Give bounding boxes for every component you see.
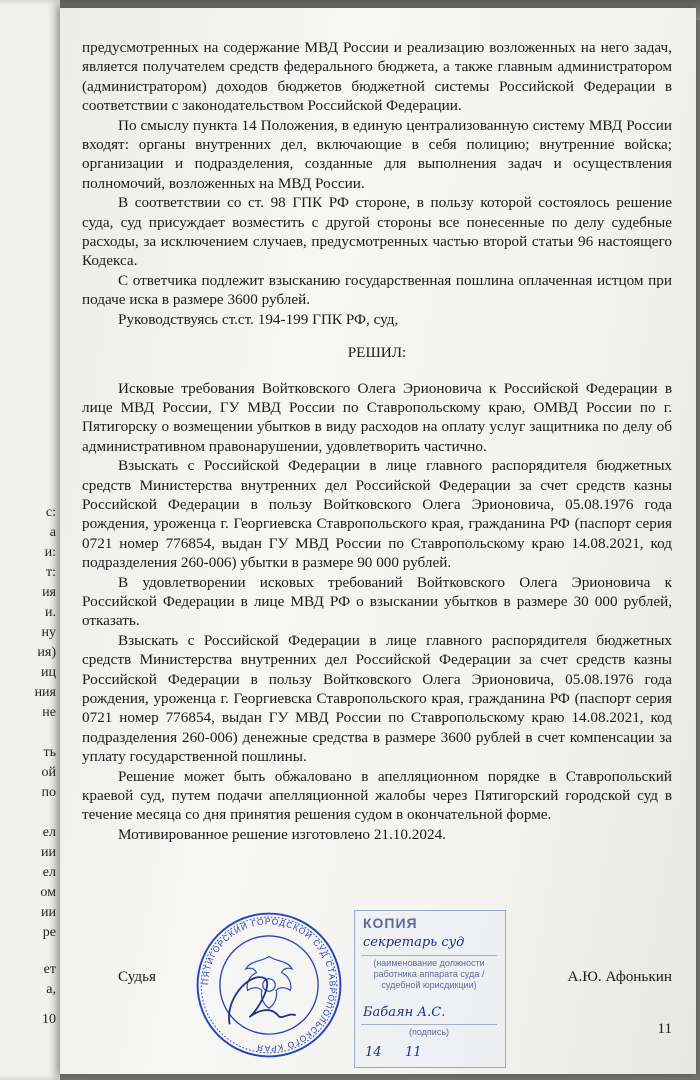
paragraph-mvd-system: По смыслу пункта 14 Положения, в единую централизованную систему МВД России входят: органы внутренних дел, включающие в себя полицию; внутренние войска; организации и подразделения, созданные для выполнения задач и осуществления полномочий, возложенных на МВД России. bbox=[82, 116, 672, 192]
document-page bbox=[60, 8, 696, 1074]
prev-page-fragment: ну bbox=[41, 625, 56, 640]
handwritten-name: Бабаян А.С. bbox=[363, 1005, 446, 1020]
ruling-reasoned-decision-date: Мотивированное решение изготовлено 21.10.2024. bbox=[118, 825, 446, 843]
prev-page-fragment: с: bbox=[45, 505, 56, 520]
judge-role: Судья bbox=[118, 968, 157, 985]
paragraph-state-duty: С ответчика подлежит взысканию государственная пошлина оплаченная истцом при подаче иска в размере 3600 рублей. bbox=[82, 271, 672, 309]
prev-page-fragment: ел bbox=[42, 865, 56, 880]
prev-page-fragment: ния bbox=[34, 685, 56, 700]
paragraph-art-98: В соответствии со ст. 98 ГПК РФ стороне, в пользу которой состоялось решение суда, суд присуждает возместить с другой стороны все понесенные по делу судебные расходы, за исключением случаев, предусмотренных частью второй статьи 96 настоящего Кодекса. bbox=[82, 194, 672, 270]
prev-page-fragment: иц bbox=[41, 665, 56, 680]
prev-page-fragment: ом bbox=[40, 885, 56, 900]
prev-page-fragment: ел bbox=[42, 825, 56, 840]
prev-page-fragment: а bbox=[49, 525, 56, 540]
prev-page-fragment: т: bbox=[45, 565, 56, 580]
signature-stamp-area bbox=[82, 910, 672, 1070]
copy-stamp-caption: (наименование должности работника аппарата суда / судебной юрисдикции) bbox=[373, 958, 485, 990]
prev-page-fragment: ть bbox=[43, 745, 56, 760]
copy-stamp-caption: (подпись) bbox=[408, 1027, 450, 1037]
ruling-denied-part: В удовлетворении исковых требований Войтковского Олега Эрионовича к Российской Федерации в лице МВД РФ о взыскании убытков в размере 30 000 рублей, отказать. bbox=[82, 573, 672, 630]
court-seal-icon bbox=[194, 910, 344, 1060]
paragraph-guided-by: Руководствуясь ст.ст. 194-199 ГПК РФ, суд, bbox=[118, 310, 399, 328]
ruling-recover-state-duty: Взыскать с Российской Федерации в лице главного распорядителя бюджетных средств Министерства внутренних дел Российской Федерации за счет средств казны Российской Федерации в пользу Войтковского Олега Эрионовича, 05.08.1976 года рождения, уроженца г. Георгиевска Ставропольского края, гражданина РФ (паспорт серия 0721 номер 776854, выдан ГУ МВД России по Ставропольскому краю 14.08.2021, код подразделения 260-006) денежные средства в размере 3600 рублей в счет компенсации за уплату государственной пошлины. bbox=[82, 631, 672, 766]
ruling-appeal-notice: Решение может быть обжаловано в апелляционном порядке в Ставропольский краевой суд, путем подачи апелляционной жалобы через Пятигорский городской суд в течение месяца со дня принятия решения судом в окончательной форме. bbox=[82, 767, 672, 824]
copy-stamp-line bbox=[361, 955, 497, 956]
copy-stamp-label: КОПИЯ bbox=[363, 915, 418, 931]
ruling-recover-damages: Взыскать с Российской Федерации в лице главного распорядителя бюджетных средств Министерства внутренних дел Российской Федерации за счет средств казны Российской Федерации в пользу Войтковского Олега Эрионовича, 05.08.1976 года рождения, уроженца г. Георгиевска Ставропольского края, гражданина РФ (паспорт серия 0721 номер 776854, выдан ГУ МВД России по Ставропольскому краю 14.08.2021, код подразделения 260-006) убытки в размере 90 000 рублей. bbox=[82, 457, 672, 572]
judge-name: А.Ю. Афонькин bbox=[567, 968, 672, 985]
prev-page-fragment: ре bbox=[42, 925, 56, 940]
prev-page-fragment: по bbox=[41, 785, 56, 800]
prev-page-fragment: ии bbox=[41, 845, 56, 860]
ruling-claims-partially-granted: Исковые требования Войтковского Олега Эрионовича к Российской Федерации в лице МВД России, ГУ МВД России по Ставропольскому краю, ОМВД России по г. Пятигорску о возмещении убытков в виду расходов на оплату услуг защитника по делу об административном правонарушении, удовлетворить частично. bbox=[82, 379, 672, 455]
handwritten-day: 14 bbox=[365, 1045, 382, 1060]
prev-page-fragment: ия) bbox=[37, 645, 56, 660]
previous-page-edge bbox=[0, 0, 60, 1080]
prev-page-fragment: а, bbox=[46, 982, 56, 997]
prev-page-fragment: и: bbox=[44, 545, 56, 560]
court-seal-text: ПЯТИГОРСКИЙ ГОРОДСКОЙ СУД СТАВРОПОЛЬСКОГО КРАЯ bbox=[200, 916, 338, 1054]
handwritten-position: секретарь суд bbox=[363, 935, 465, 950]
prev-page-number: 10 bbox=[42, 1012, 56, 1027]
prev-page-fragment: ии bbox=[41, 905, 56, 920]
paragraph-budget-role: предусмотренных на содержание МВД России и реализацию возложенных на него задач, является получателем средств федерального бюджета, а также главным администратором (администратором) доходов бюджетов бюджетной системы Российской Федерации в соответствии с законодательством Российской Федерации. bbox=[82, 39, 672, 115]
prev-page-fragment: ой bbox=[41, 765, 56, 780]
copy-stamp-line bbox=[361, 1024, 497, 1025]
prev-page-fragment: ет bbox=[43, 962, 56, 977]
double-headed-eagle-icon bbox=[246, 956, 292, 1008]
prev-page-fragment: не bbox=[42, 705, 56, 720]
document-body bbox=[82, 38, 672, 844]
prev-page-fragment: и. bbox=[45, 605, 56, 620]
ruling-heading: РЕШИЛ: bbox=[347, 344, 407, 362]
page-number: 11 bbox=[657, 1021, 672, 1037]
prev-page-fragment: ия bbox=[42, 585, 56, 600]
copy-certification-stamp bbox=[354, 910, 506, 1068]
handwritten-month: 11 bbox=[405, 1045, 422, 1060]
